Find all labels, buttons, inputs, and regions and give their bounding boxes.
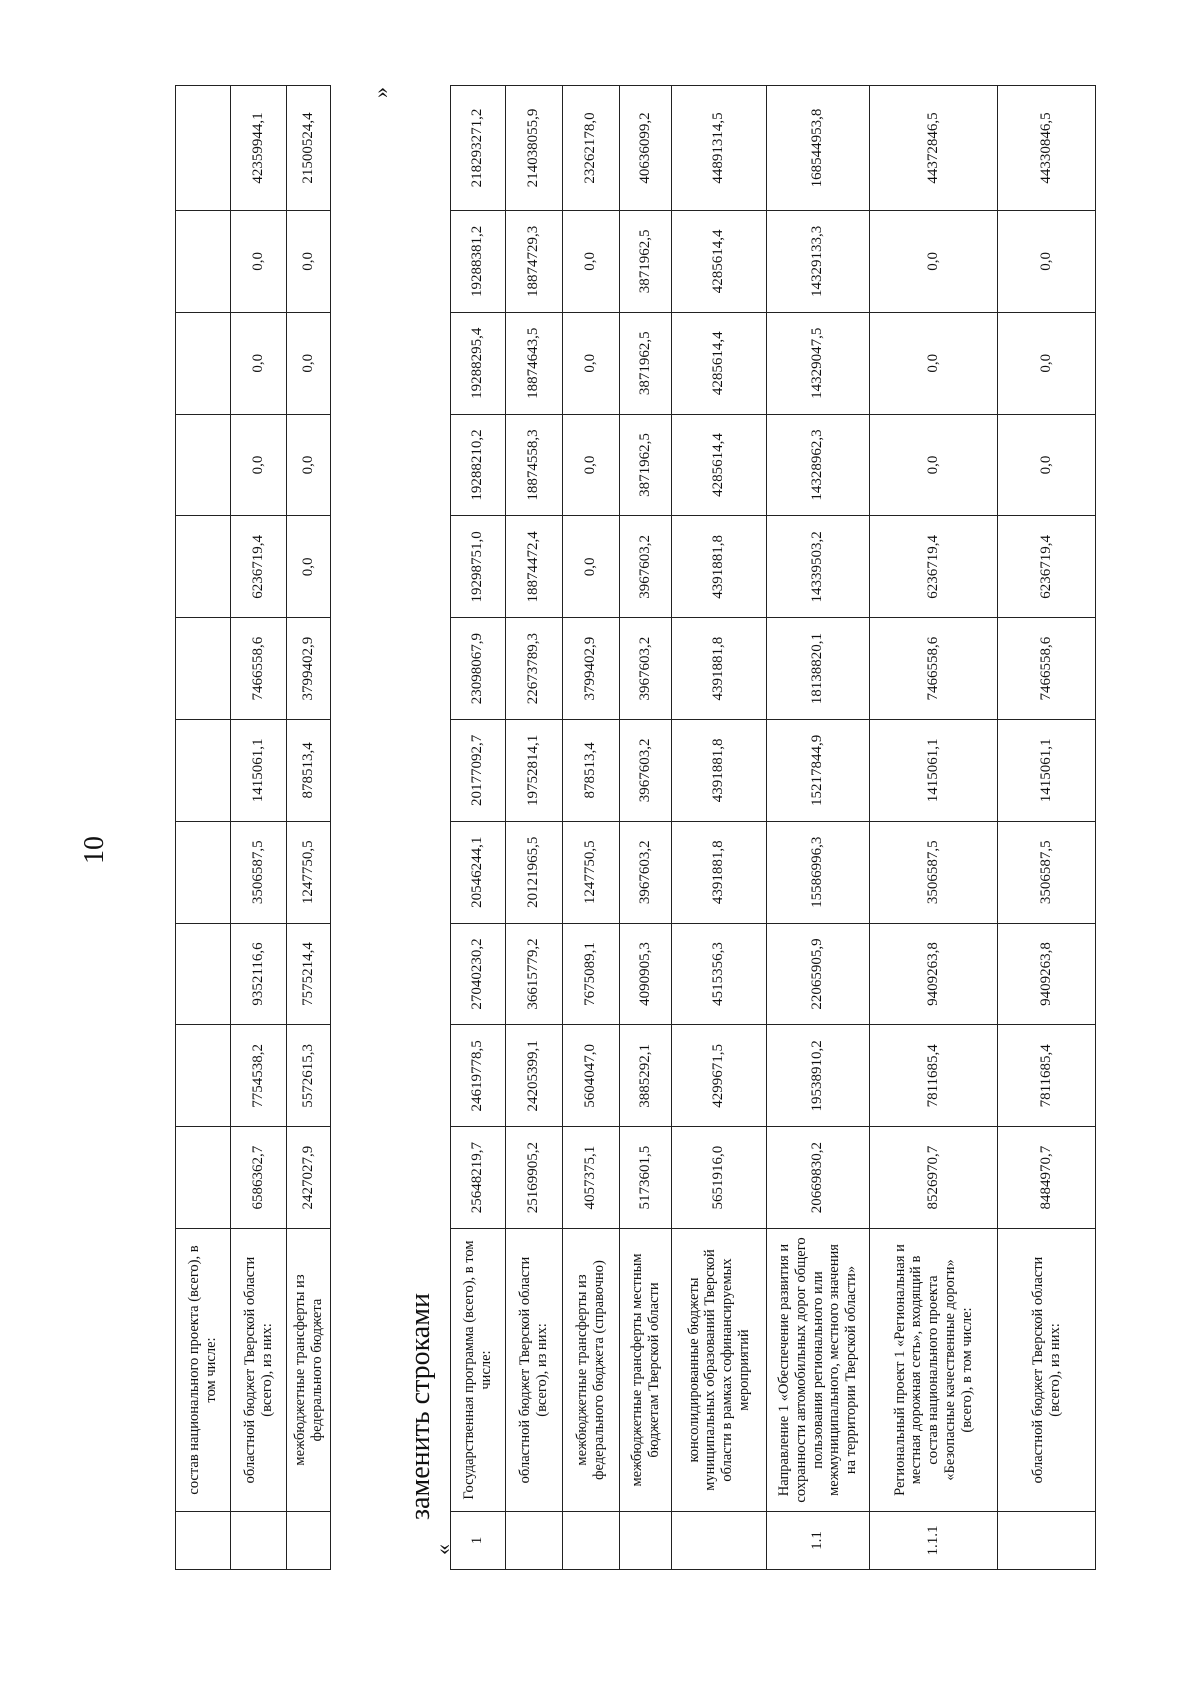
value-cell: 0,0 — [231, 414, 287, 516]
row-number-cell — [176, 1512, 231, 1570]
value-cell: 8484970,7 — [998, 1127, 1096, 1229]
row-label-cell: межбюджетные трансферты из федерального бюджета — [287, 1229, 331, 1512]
row-label-cell: Государственная программа (всего), в том числе: — [451, 1229, 506, 1512]
value-cell: 3799402,9 — [563, 618, 620, 720]
total-value-cell: 44891314,5 — [672, 86, 767, 211]
value-cell: 4391881,8 — [672, 821, 767, 923]
value-cell: 3967603,2 — [620, 821, 672, 923]
total-value-cell: 44330846,5 — [998, 86, 1096, 211]
value-cell: 4285614,4 — [672, 211, 767, 313]
total-value-cell: 42359944,1 — [231, 86, 287, 211]
value-cell: 4391881,8 — [672, 720, 767, 822]
page-number: 10 — [79, 836, 110, 864]
value-cell: 7466558,6 — [998, 618, 1096, 720]
value-cell: 7811685,4 — [870, 1025, 998, 1127]
value-cell: 15217844,9 — [767, 720, 870, 822]
table-row — [870, 86, 998, 1570]
value-cell: 15586996,3 — [767, 821, 870, 923]
row-label-cell: консолидированные бюджеты муниципальных образований Тверской области в рамках софинансируемых мероприятий — [672, 1229, 767, 1512]
replace-rows-heading: заменить строками — [405, 1293, 436, 1520]
value-cell: 19288381,2 — [451, 211, 506, 313]
value-cell: 6586362,7 — [231, 1127, 287, 1229]
value-cell: 4057375,1 — [563, 1127, 620, 1229]
value-cell: 7575214,4 — [287, 923, 331, 1025]
total-value-cell: 40636099,2 — [620, 86, 672, 211]
row-number-cell — [998, 1512, 1096, 1570]
row-label-cell: состав национального проекта (всего), в том числе: — [176, 1229, 231, 1512]
row-number-cell — [672, 1512, 767, 1570]
value-cell: 18874558,3 — [506, 414, 563, 516]
value-cell: 1415061,1 — [231, 720, 287, 822]
value-cell: 4285614,4 — [672, 414, 767, 516]
value-cell: 19538910,2 — [767, 1025, 870, 1127]
value-cell: 9409263,8 — [870, 923, 998, 1025]
value-cell: 9409263,8 — [998, 923, 1096, 1025]
value-cell — [176, 1025, 231, 1127]
value-cell: 4285614,4 — [672, 312, 767, 414]
table-row — [767, 86, 870, 1570]
value-cell: 7675089,1 — [563, 923, 620, 1025]
value-cell: 5572615,3 — [287, 1025, 331, 1127]
table-row — [620, 86, 672, 1570]
value-cell: 7811685,4 — [998, 1025, 1096, 1127]
value-cell: 19298751,0 — [451, 516, 506, 618]
table-row — [506, 86, 563, 1570]
value-cell: 4299671,5 — [672, 1025, 767, 1127]
table-row — [998, 86, 1096, 1570]
value-cell: 0,0 — [287, 414, 331, 516]
value-cell: 20177092,7 — [451, 720, 506, 822]
value-cell: 20121965,5 — [506, 821, 563, 923]
value-cell: 18874729,3 — [506, 211, 563, 313]
value-cell: 7466558,6 — [870, 618, 998, 720]
value-cell: 3506587,5 — [998, 821, 1096, 923]
value-cell: 22065905,9 — [767, 923, 870, 1025]
total-value-cell — [176, 86, 231, 211]
value-cell: 36615779,2 — [506, 923, 563, 1025]
value-cell: 0,0 — [563, 211, 620, 313]
row-number-cell — [563, 1512, 620, 1570]
value-cell: 14328962,3 — [767, 414, 870, 516]
table-row — [563, 86, 620, 1570]
row-number-cell — [620, 1512, 672, 1570]
total-value-cell: 44372846,5 — [870, 86, 998, 211]
value-cell: 3506587,5 — [231, 821, 287, 923]
value-cell: 5604047,0 — [563, 1025, 620, 1127]
table-row — [451, 86, 506, 1570]
value-cell: 7754538,2 — [231, 1025, 287, 1127]
total-value-cell: 23262178,0 — [563, 86, 620, 211]
value-cell: 0,0 — [231, 211, 287, 313]
row-number-cell: 1.1.1 — [870, 1512, 998, 1570]
value-cell — [176, 312, 231, 414]
value-cell: 19288210,2 — [451, 414, 506, 516]
value-cell: 0,0 — [287, 211, 331, 313]
total-value-cell: 21500524,4 — [287, 86, 331, 211]
value-cell: 0,0 — [998, 414, 1096, 516]
value-cell: 14339503,2 — [767, 516, 870, 618]
value-cell: 9352116,6 — [231, 923, 287, 1025]
row-label-cell: межбюджетные трансферты местным бюджетам Тверской области — [620, 1229, 672, 1512]
value-cell: 4391881,8 — [672, 516, 767, 618]
value-cell: 4515356,3 — [672, 923, 767, 1025]
value-cell: 3871962,5 — [620, 211, 672, 313]
value-cell — [176, 414, 231, 516]
value-cell: 0,0 — [998, 211, 1096, 313]
value-cell: 1247750,5 — [563, 821, 620, 923]
value-cell: 3967603,2 — [620, 516, 672, 618]
value-cell — [176, 821, 231, 923]
total-value-cell: 218293271,2 — [451, 86, 506, 211]
value-cell: 0,0 — [231, 312, 287, 414]
value-cell: 23098067,9 — [451, 618, 506, 720]
value-cell: 3506587,5 — [870, 821, 998, 923]
opening-quote: « — [430, 1544, 455, 1555]
value-cell: 0,0 — [287, 312, 331, 414]
value-cell: 24619778,5 — [451, 1025, 506, 1127]
value-cell: 5651916,0 — [672, 1127, 767, 1229]
value-cell: 27040230,2 — [451, 923, 506, 1025]
table-row — [176, 86, 231, 1570]
value-cell: 25648219,7 — [451, 1127, 506, 1229]
row-number-cell: 1 — [451, 1512, 506, 1570]
value-cell — [176, 1127, 231, 1229]
value-cell: 8526970,7 — [870, 1127, 998, 1229]
value-cell: 3799402,9 — [287, 618, 331, 720]
value-cell: 1415061,1 — [998, 720, 1096, 822]
value-cell: 1415061,1 — [870, 720, 998, 822]
row-label-cell: областной бюджет Тверской области (всего), из них: — [506, 1229, 563, 1512]
table-row — [672, 86, 767, 1570]
row-number-cell: 1.1 — [767, 1512, 870, 1570]
value-cell: 2427027,9 — [287, 1127, 331, 1229]
total-value-cell: 168544953,8 — [767, 86, 870, 211]
value-cell: 3967603,2 — [620, 618, 672, 720]
value-cell: 18874643,5 — [506, 312, 563, 414]
value-cell: 0,0 — [870, 211, 998, 313]
value-cell: 4090905,3 — [620, 923, 672, 1025]
table-row — [231, 86, 287, 1570]
value-cell: 3967603,2 — [620, 720, 672, 822]
value-cell: 1247750,5 — [287, 821, 331, 923]
row-label-cell: областной бюджет Тверской области (всего), из них: — [231, 1229, 287, 1512]
value-cell: 19288295,4 — [451, 312, 506, 414]
value-cell: 18874472,4 — [506, 516, 563, 618]
row-number-cell — [506, 1512, 563, 1570]
value-cell: 0,0 — [998, 312, 1096, 414]
value-cell: 3871962,5 — [620, 414, 672, 516]
value-cell — [176, 516, 231, 618]
value-cell: 878513,4 — [287, 720, 331, 822]
value-cell: 0,0 — [563, 312, 620, 414]
value-cell: 6236719,4 — [870, 516, 998, 618]
closing-quote: » — [368, 87, 393, 98]
value-cell — [176, 618, 231, 720]
value-cell: 878513,4 — [563, 720, 620, 822]
row-label-cell: Направление 1 «Обеспечение развития и сохранности автомобильных дорог общего пользования регионального или межмуниципального, местного значения на территории Тверской области» — [767, 1229, 870, 1512]
row-label-cell: Региональный проект 1 «Региональная и местная дорожная сеть», входящий в состав национального проекта «Безопасные качественные дороги» (всего), в том числе: — [870, 1229, 998, 1512]
row-label-cell: областной бюджет Тверской области (всего), из них: — [998, 1229, 1096, 1512]
value-cell — [176, 211, 231, 313]
value-cell: 24205399,1 — [506, 1025, 563, 1127]
value-cell: 22673789,3 — [506, 618, 563, 720]
value-cell: 0,0 — [563, 516, 620, 618]
value-cell: 0,0 — [563, 414, 620, 516]
continuation-table — [175, 85, 330, 1570]
total-value-cell: 214038055,9 — [506, 86, 563, 211]
budget-table — [450, 85, 1095, 1570]
value-cell: 4391881,8 — [672, 618, 767, 720]
value-cell: 6236719,4 — [231, 516, 287, 618]
value-cell: 14329133,3 — [767, 211, 870, 313]
value-cell: 3885292,1 — [620, 1025, 672, 1127]
value-cell: 25169905,2 — [506, 1127, 563, 1229]
row-number-cell — [287, 1512, 331, 1570]
value-cell: 0,0 — [870, 312, 998, 414]
row-number-cell — [231, 1512, 287, 1570]
row-label-cell: межбюджетные трансферты из федерального бюджета (справочно) — [563, 1229, 620, 1512]
value-cell: 3871962,5 — [620, 312, 672, 414]
value-cell: 0,0 — [287, 516, 331, 618]
value-cell — [176, 923, 231, 1025]
value-cell: 20669830,2 — [767, 1127, 870, 1229]
value-cell: 7466558,6 — [231, 618, 287, 720]
value-cell: 19752814,1 — [506, 720, 563, 822]
value-cell: 14329047,5 — [767, 312, 870, 414]
value-cell: 0,0 — [870, 414, 998, 516]
value-cell: 18138820,1 — [767, 618, 870, 720]
value-cell: 6236719,4 — [998, 516, 1096, 618]
value-cell — [176, 720, 231, 822]
value-cell: 5173601,5 — [620, 1127, 672, 1229]
table-row — [287, 86, 331, 1570]
value-cell: 20546244,1 — [451, 821, 506, 923]
